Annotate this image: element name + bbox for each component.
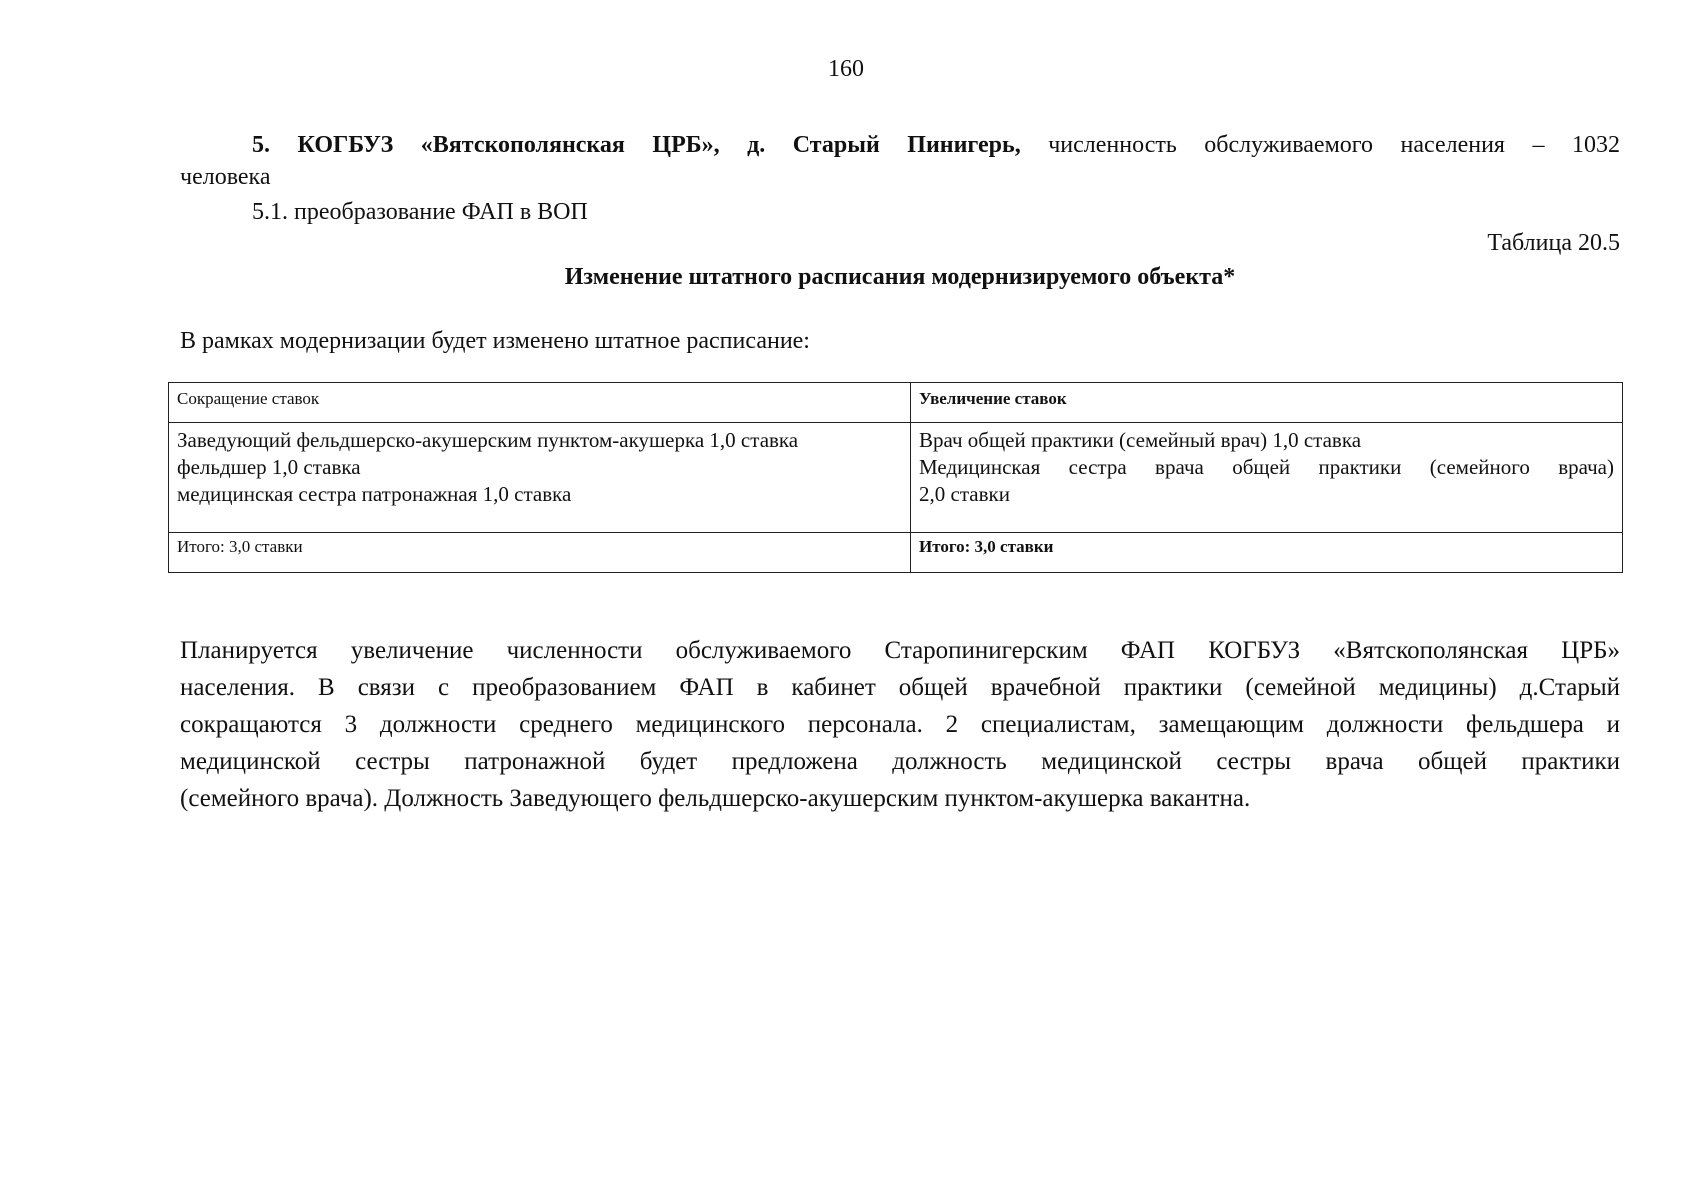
table-title: Изменение штатного расписания модернизируемого объекта* <box>564 264 1236 290</box>
header-cell-increase: Увеличение ставок <box>911 383 1623 423</box>
explanation-paragraph <box>180 632 1620 817</box>
increase-positions-cell <box>911 423 1623 533</box>
section-heading-rest: численность обслуживаемого населения – 1032 <box>1020 132 1621 158</box>
table-header-row <box>169 383 1623 423</box>
increase-position: Врач общей практики (семейный врач) 1,0 ставка <box>919 428 1362 452</box>
table-total-row <box>169 533 1623 573</box>
reduction-position: фельдшер 1,0 ставка <box>177 455 361 479</box>
reduction-positions-cell <box>169 423 911 533</box>
section-heading-bold: 5. КОГБУЗ «Вятскополянская ЦРБ», д. Старый Пинигерь, <box>252 132 1021 158</box>
table-reference: Таблица 20.5 <box>1487 230 1620 256</box>
paragraph-line: сокращаются 3 должности среднего медицинского персонала. 2 специалистам, замещающим должности фельдшера и <box>180 711 1620 738</box>
increase-position: 2,0 ставки <box>919 482 1010 506</box>
reduction-position: Заведующий фельдшерско-акушерским пунктом-акушерка 1,0 ставка <box>177 428 799 452</box>
paragraph-line: населения. В связи с преобразованием ФАП в кабинет общей врачебной практики (семейной медицины) д.Старый <box>180 674 1620 701</box>
header-cell-reduction: Сокращение ставок <box>169 383 911 423</box>
paragraph-line: (семейного врача). Должность Заведующего фельдшерско-акушерским пунктом-акушерка вакантна. <box>180 785 1251 812</box>
paragraph-line: медицинской сестры патронажной будет предложена должность медицинской сестры врача общей практики <box>180 748 1620 775</box>
staff-schedule-table <box>168 382 1623 573</box>
reduction-position: медицинская сестра патронажная 1,0 ставка <box>177 482 572 506</box>
reduction-total-cell: Итого: 3,0 ставки <box>169 533 911 573</box>
subsection-heading: 5.1. преобразование ФАП в ВОП <box>252 199 588 225</box>
table-row <box>169 423 1623 533</box>
page-number: 160 <box>828 56 864 82</box>
section-heading <box>180 130 1620 160</box>
paragraph-line: Планируется увеличение численности обслуживаемого Старопинигерским ФАП КОГБУЗ «Вятскополянская ЦРБ» <box>180 637 1620 664</box>
intro-text: В рамках модернизации будет изменено штатное расписание: <box>180 328 810 354</box>
section-heading-continuation: человека <box>180 164 271 190</box>
increase-total-cell: Итого: 3,0 ставки <box>911 533 1623 573</box>
increase-position: Медицинская сестра врача общей практики (семейного врача) <box>919 455 1614 479</box>
